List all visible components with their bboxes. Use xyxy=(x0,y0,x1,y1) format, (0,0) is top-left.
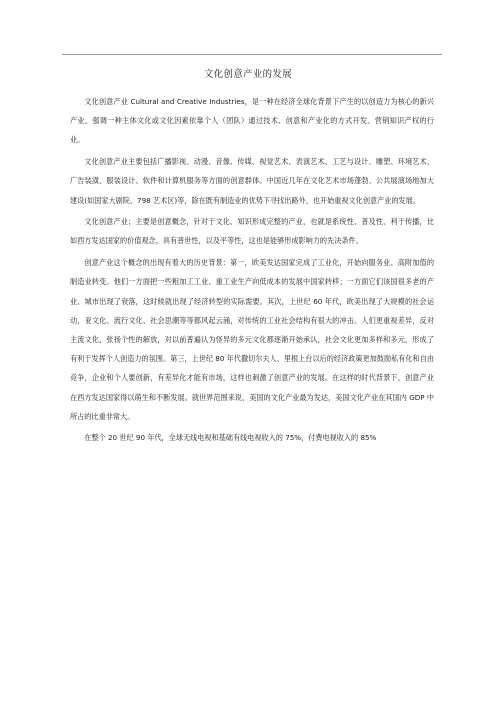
paragraph-1: 文化创意产业 Cultural and Creative Industries，是一种在经济全球化背景下产生的以创造力为核心的新兴产业，强调一种主体文化或文化因素依靠个人（团队）通过技术、创意和产业化的方式开发、营销知识产权的行业。 xyxy=(70,97,434,145)
paragraph-5: 在整个 20 世纪 90 年代，全球无线电视和基础有线电视收入的 75%，付费电视收入的 85% xyxy=(84,433,377,443)
document-title: 文化创意产业的发展 xyxy=(204,69,292,80)
document-body xyxy=(70,92,434,450)
paragraph-2: 文化创意产业主要包括广播影视、动漫、音像、传媒、视觉艺术、表演艺术、工艺与设计、雕塑、环境艺术、广告装潢、服装设计、软件和计算机服务等方面的创意群体。中国近几年在文化艺术市场蓬勃、公共展演场地加大建设(如国家大剧院、798 艺术区)等，除在既有制造业的优势下寻找出路外，也开始重视文化创意产业的发展。 xyxy=(70,157,434,205)
paragraph-3: 文化创意产业；主要是创意概念，针对于文化、知识形成完整的产业，也就是系统性、普及性、利于传播，比如西方发达国家的价值观念，具有普世性，以及平等性，这也是能够形成影响力的先决条件。 xyxy=(70,217,434,246)
paragraph-4: 创意产业这个概念的出现有着大的历史背景：第一，欧美发达国家完成了工业化，开始向服务业、高附加值的制造业转变。他们一方面把一些粗加工工业、重工业生产向低成本的发展中国家转移；一方面它们该国很多老的产业、城市出现了衰落，这时候就出现了经济转型的实际需要。其次，上世纪 60 年代，欧美出现了大规模的社会运动，亚文化、流行文化、社会思潮等等都风起云涌，对传统的工业社会结构有很大的冲击。人们更重视差异，反对主流文化，张扬个性的解放，对以前普遍认为怪异的多元文化都逐渐开始承认，社会文化更加多样和多元，形成了有利于发挥个人创造力的氛围。第三，上世纪 80 年代撒切尔夫人、里根上台以后的经济政策更加鼓励私有化和自由竞争，企业和个人要创新，有差异化才能有市场，这样也刺激了创意产业的发展。在这样的时代背景下，创意产业在西方发达国家得以萌生和不断发展。就世界范围来说，美国的文化产业最为发达，美国文化产业在其国内 GDP 中所占的比重非常大。 xyxy=(70,258,434,421)
header-rule xyxy=(62,54,442,55)
